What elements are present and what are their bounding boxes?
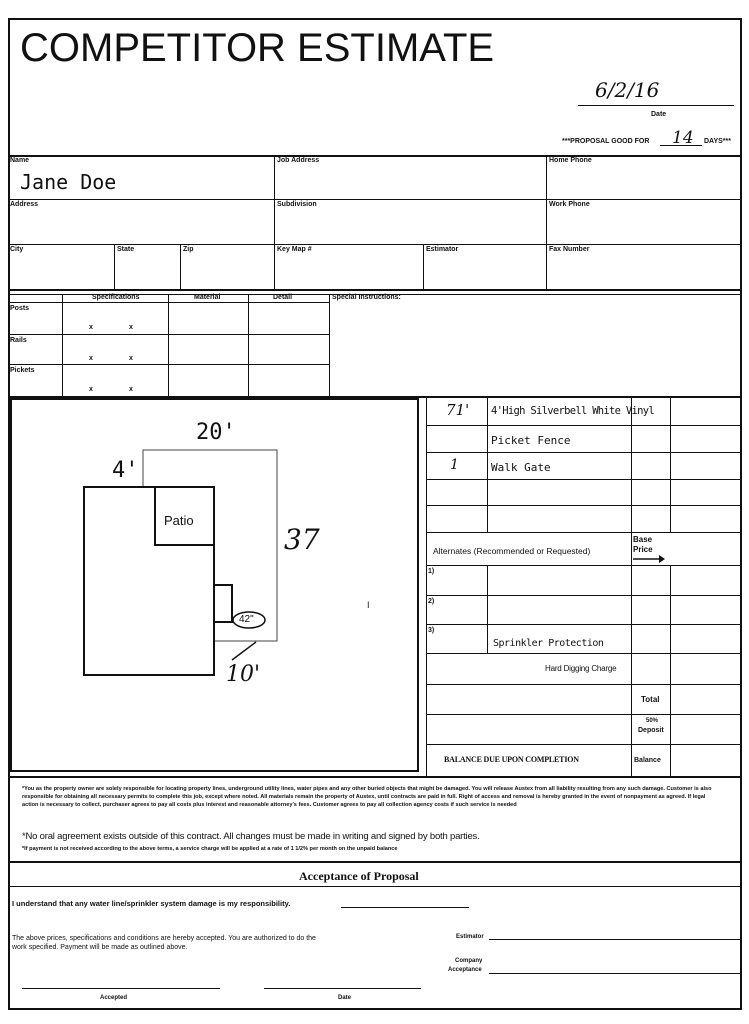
spec-row-rails-a: x — [89, 355, 93, 362]
spec-header-material: Material — [194, 294, 221, 301]
spec-row-posts-b: x — [129, 324, 133, 331]
state-label: State — [117, 246, 135, 253]
city-label: City — [10, 246, 24, 253]
name-value[interactable]: Jane Doe — [20, 170, 117, 194]
gate-box — [214, 585, 232, 622]
spec-row-rails-label: Rails — [10, 337, 27, 344]
arrow-right-icon — [633, 555, 665, 563]
spec-row-pickets-label: Pickets — [10, 367, 35, 374]
bottom-dim-line — [232, 642, 256, 660]
deposit-percent: 50% — [646, 718, 659, 724]
payment-terms-text: *If payment is not received according to the above terms, a service charge will be applied at a rate of 1 1/2% per month on the unpaid balance — [22, 846, 398, 852]
line-item-1-desc: 4'High Silverbell White Vinyl — [491, 405, 655, 417]
deposit-label: Deposit — [638, 727, 664, 734]
alternate-3-desc: Sprinkler Protection — [493, 638, 604, 649]
date-label: Date — [651, 111, 667, 118]
accepted-signature-line[interactable] — [22, 988, 220, 989]
acceptance-statement: The above prices, specifications and conditions are hereby accepted. You are authorized to do the work specified. Payment will be made as outlined above. — [12, 935, 316, 951]
accepted-label: Accepted — [100, 995, 128, 1001]
water-line-statement: I understand that any water line/sprinkler system damage is my responsibility. — [12, 899, 291, 908]
acceptance-title: Acceptance of Proposal — [299, 869, 419, 883]
company-label: Company — [455, 958, 483, 964]
special-instructions-label: Special Instructions: — [332, 294, 401, 301]
line-item-3-desc: Walk Gate — [491, 461, 551, 474]
balance-label: Balance — [634, 757, 661, 764]
fax-label: Fax Number — [549, 246, 590, 253]
hard-digging-label: Hard Digging Charge — [545, 664, 617, 673]
home-phone-label: Home Phone — [549, 157, 592, 164]
company-acceptance-label: Acceptance — [448, 967, 482, 973]
proposal-prefix: ***PROPOSAL GOOD FOR — [562, 138, 650, 145]
address-label: Address — [10, 201, 39, 208]
alternate-3: 3) — [428, 627, 435, 634]
oral-agreement-text: *No oral agreement exists outside of this contract. All changes must be made in writing and signed by both parties. — [22, 831, 480, 842]
spec-row-pickets-a: x — [89, 386, 93, 393]
alternate-1: 1) — [428, 568, 435, 575]
date-value: 6/2/16 — [595, 78, 660, 102]
balance-due-label: BALANCE DUE UPON COMPLETION — [444, 755, 579, 764]
right-dimension: 37 — [284, 523, 320, 556]
base-label: Base — [633, 535, 653, 544]
patio-label: Patio — [164, 513, 194, 528]
spec-row-rails-b: x — [129, 355, 133, 362]
proposal-days: 14 — [672, 128, 694, 148]
job-address-label: Job Address — [277, 157, 320, 164]
left-dimension: 4' — [112, 458, 139, 483]
subdivision-label: Subdivision — [277, 201, 317, 208]
spec-header-specifications: Specifications — [92, 294, 140, 301]
date-signature-line[interactable] — [264, 988, 421, 989]
key-map-label: Key Map # — [277, 246, 312, 253]
top-dimension: 20' — [196, 420, 236, 445]
page-title: COMPETITOR ESTIMATE — [20, 26, 495, 70]
total-label: Total — [641, 695, 660, 704]
estimator-signature-label: Estimator — [456, 934, 484, 940]
terms-paragraph: *You as the property owner are solely responsible for locating property lines, underground utility lines, water pipes and any other buried objects that might be damaged. You will release Austex from all liability resulting from any such damage. Customer is also responsible for obtaining all necessary permits to complete this job, except where noted. All materials remain the property of Austex, until contracts are paid in full. Right of access and removal is hereby granted in the event of nonpayment as agreed. If legal action is necessary to collect, purchaser agrees to pay all costs plus interest and reasonable attorney's fees. Customer agrees to pay all collection agency costs if such service is needed — [22, 786, 712, 808]
estimator-label: Estimator — [426, 246, 459, 253]
line-item-2-desc: Picket Fence — [491, 434, 571, 447]
bottom-dimension: 10' — [226, 662, 261, 687]
work-phone-label: Work Phone — [549, 201, 590, 208]
price-label: Price — [633, 545, 653, 554]
stray-tick: I — [367, 600, 370, 610]
zip-label: Zip — [183, 246, 194, 253]
name-label: Name — [10, 157, 30, 164]
alternates-label: Alternates (Recommended or Requested) — [433, 546, 591, 556]
gate-label: 42" — [239, 614, 254, 625]
line-item-1-qty: 71' — [446, 401, 470, 419]
spec-header-detail: Detail — [273, 294, 293, 301]
spec-row-pickets-b: x — [129, 386, 133, 393]
date-signature-label: Date — [338, 995, 352, 1001]
alternate-2: 2) — [428, 598, 435, 605]
spec-row-posts-label: Posts — [10, 305, 30, 312]
proposal-suffix: DAYS*** — [704, 138, 731, 145]
line-item-3-qty: 1 — [450, 457, 459, 473]
spec-row-posts-a: x — [89, 324, 93, 331]
